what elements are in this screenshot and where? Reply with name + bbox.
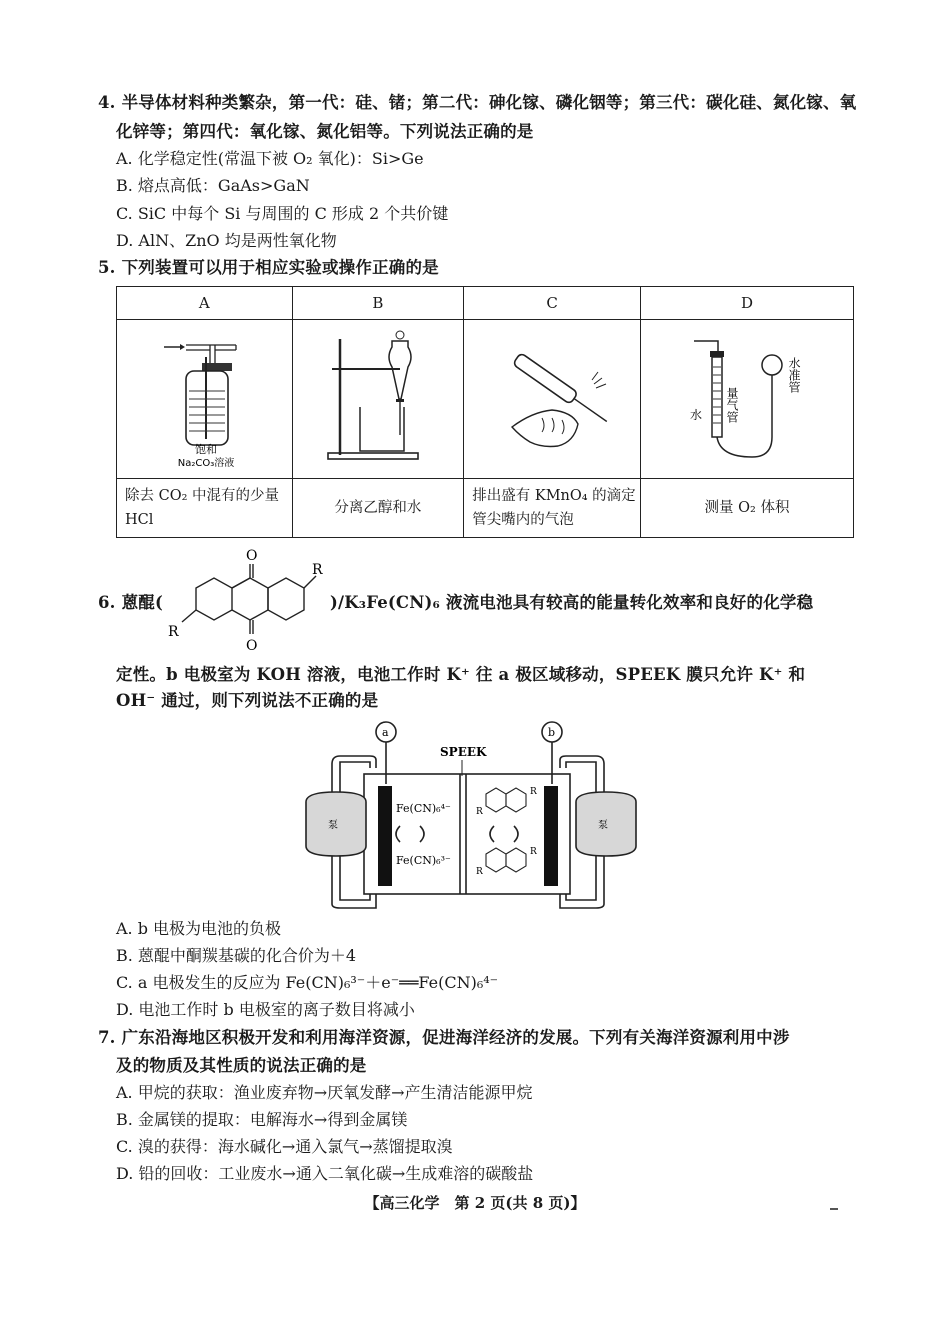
anthraquinone-structure-icon <box>156 548 326 658</box>
q6-option-a: A. b 电极为电池的负极 <box>116 919 282 938</box>
q6-stem-line3: OH⁻ 通过，则下列说法不正确的是 <box>116 691 379 710</box>
header-b: B <box>292 287 464 320</box>
gas-measuring-tube-icon <box>672 327 822 467</box>
svg-text:R: R <box>530 787 537 797</box>
page-mark <box>830 1208 838 1210</box>
q4-stem-line1: 4. 半导体材料种类繁杂，第一代：硅、锗；第二代：砷化镓、磷化铟等；第三代：碳化硅、氮化镓、氧 <box>98 93 857 112</box>
svg-text:R: R <box>530 847 537 857</box>
q4-option-a: A. 化学稳定性(常温下被 O₂ 氧化)：Si>Ge <box>116 149 424 168</box>
figure-d-gas-measuring-tube <box>641 320 854 479</box>
q4-option-b: B. 熔点高低：GaAs>GaN <box>116 176 310 195</box>
desc-b: 分离乙醇和水 <box>292 479 464 538</box>
pump-left-label: 泵 <box>328 820 338 831</box>
figure-a-gas-washing-bottle <box>117 320 293 479</box>
apparatus-table <box>116 286 854 538</box>
electrode-a-label: a <box>382 726 389 739</box>
q4-stem-line2: 化锌等；第四代：氧化镓、氮化铝等。下列说法正确的是 <box>116 122 534 141</box>
q7-option-c: C. 溴的获得：海水碱化→通入氯气→蒸馏提取溴 <box>116 1137 453 1156</box>
svg-text:R: R <box>312 562 323 578</box>
q6-stem-line2: 定性。b 电极室为 KOH 溶液，电池工作时 K⁺ 往 a 极区域移动，SPEEK 膜只允许 K⁺ 和 <box>116 665 806 684</box>
level-tube-label: 水准管 <box>787 357 801 393</box>
figure-b-separatory-funnel <box>292 320 464 479</box>
header-a: A <box>117 287 293 320</box>
ferricyanide-label: Fe(CN)₆³⁻ <box>396 854 451 867</box>
burette-hand-icon <box>482 332 622 462</box>
flow-battery-diagram <box>300 716 650 916</box>
ferrocyanide-label: Fe(CN)₆⁴⁻ <box>396 802 451 815</box>
q7-option-d: D. 铅的回收：工业废水→通入二氧化碳→生成难溶的碳酸盐 <box>116 1164 534 1183</box>
desc-c: 排出盛有 KMnO₄ 的滴定管尖嘴内的气泡 <box>464 479 641 538</box>
svg-text:R: R <box>168 624 179 640</box>
svg-text:R: R <box>476 807 483 817</box>
q7-option-b: B. 金属镁的提取：电解海水→得到金属镁 <box>116 1110 408 1129</box>
desc-d: 测量 O₂ 体积 <box>641 479 854 538</box>
svg-text:O: O <box>246 548 258 564</box>
q6-option-c: C. a 电极发生的反应为 Fe(CN)₆³⁻＋e⁻══Fe(CN)₆⁴⁻ <box>116 973 499 992</box>
electrode-b-label: b <box>548 726 556 739</box>
header-d: D <box>641 287 854 320</box>
gas-washing-bottle-icon <box>144 327 264 467</box>
q5-stem: 5. 下列装置可以用于相应实验或操作正确的是 <box>98 258 439 277</box>
svg-text:O: O <box>246 638 258 654</box>
q7-stem-line1: 7. 广东沿海地区积极开发和利用海洋资源，促进海洋经济的发展。下列有关海洋资源利用中涉 <box>98 1028 790 1047</box>
membrane-label: SPEEK <box>440 745 487 759</box>
q4-option-c: C. SiC 中每个 Si 与周围的 C 形成 2 个共价键 <box>116 204 449 223</box>
svg-text:R: R <box>476 867 483 877</box>
q4-option-d: D. AlN、ZnO 均是两性氧化物 <box>116 231 337 250</box>
q7-stem-line2: 及的物质及其性质的说法正确的是 <box>116 1056 367 1075</box>
q7-option-a: A. 甲烷的获取：渔业废弃物→厌氧发酵→产生清洁能源甲烷 <box>116 1083 533 1102</box>
pump-right-label: 泵 <box>598 820 608 831</box>
q6-stem-prefix: 6. 蒽醌( <box>98 593 163 612</box>
q6-stem-suffix: )/K₃Fe(CN)₆ 液流电池具有较高的能量转化效率和良好的化学稳 <box>330 593 814 612</box>
figure-c-burette-bubble <box>464 320 641 479</box>
header-c: C <box>464 287 641 320</box>
q6-option-b: B. 蒽醌中酮羰基碳的化合价为＋4 <box>116 946 357 965</box>
svg-text:饱和: 饱和 <box>195 443 218 456</box>
gas-tube-label: 量气管 <box>725 387 739 423</box>
q6-option-d: D. 电池工作时 b 电极室的离子数目将减小 <box>116 1000 415 1019</box>
figure-a-label: Na₂CO₃溶液 <box>178 458 235 467</box>
desc-a: 除去 CO₂ 中混有的少量 HCl <box>117 479 293 538</box>
page-footer: 【高三化学 第 2 页(共 8 页)】 <box>364 1194 586 1212</box>
water-label: 水 <box>690 408 703 422</box>
separatory-funnel-icon <box>318 327 438 467</box>
